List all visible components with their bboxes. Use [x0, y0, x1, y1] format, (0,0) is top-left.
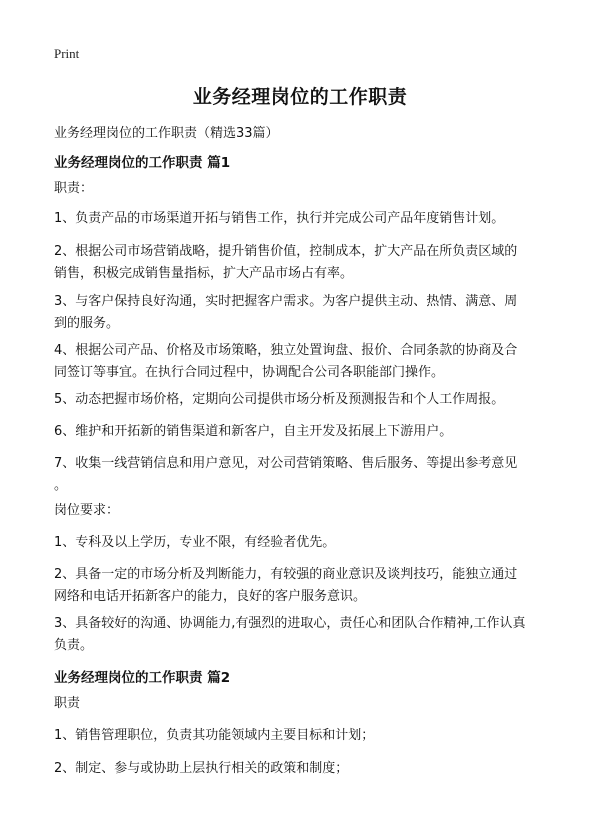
duties-label-2: 职责 [54, 696, 81, 711]
duty-item-5: 5、动态把握市场价格，定期向公司提供市场分析及预测报告和个人工作周报。 [54, 392, 505, 407]
document-subtitle: 业务经理岗位的工作职责（精选33篇） [54, 126, 279, 141]
section-heading-2: 业务经理岗位的工作职责 篇2 [54, 670, 231, 686]
duty-item-6: 6、维护和开拓新的销售渠道和新客户，自主开发及拓展上下游用户。 [54, 424, 453, 439]
duty-item-2-2: 2、制定、参与或协助上层执行相关的政策和制度； [54, 761, 349, 776]
section-heading-1: 业务经理岗位的工作职责 篇1 [54, 155, 231, 171]
requirement-item-1: 1、专科及以上学历，专业不限，有经验者优先。 [54, 535, 336, 550]
duty-item-2-1: 1、销售管理职位，负责其功能领域内主要目标和计划； [54, 728, 375, 743]
duty-item-3: 3、与客户保持良好沟通，实时把握客户需求。为客户提供主动、热情、满意、周 到的服务。 [54, 294, 518, 331]
requirement-item-3: 3、具备较好的沟通、协调能力,有强烈的进取心，责任心和团队合作精神,工作认真 负责。 [54, 616, 526, 653]
duty-item-4: 4、根据公司产品、价格及市场策略，独立处置询盘、报价、合同条款的协商及合 同签订等事宜。在执行合同过程中，协调配合公司各职能部门操作。 [54, 343, 518, 380]
requirements-label: 岗位要求： [54, 503, 120, 518]
print-link[interactable]: Print [54, 46, 80, 61]
duty-item-2: 2、根据公司市场营销战略，提升销售价值，控制成本，扩大产品在所负责区域的 销售，积极完成销售量指标，扩大产品市场占有率。 [54, 244, 518, 281]
duty-item-1: 1、负责产品的市场渠道开拓与销售工作，执行并完成公司产品年度销售计划。 [54, 211, 505, 226]
duty-item-7: 7、收集一线营销信息和用户意见，对公司营销策略、售后服务、等提出参考意见 。 [54, 456, 518, 493]
page-title: 业务经理岗位的工作职责 [192, 86, 408, 108]
duties-label: 职责： [54, 181, 94, 196]
requirement-item-2: 2、具备一定的市场分析及判断能力，有较强的商业意识及谈判技巧，能独立通过 网络和电话开拓新客户的能力，良好的客户服务意识。 [54, 567, 518, 604]
